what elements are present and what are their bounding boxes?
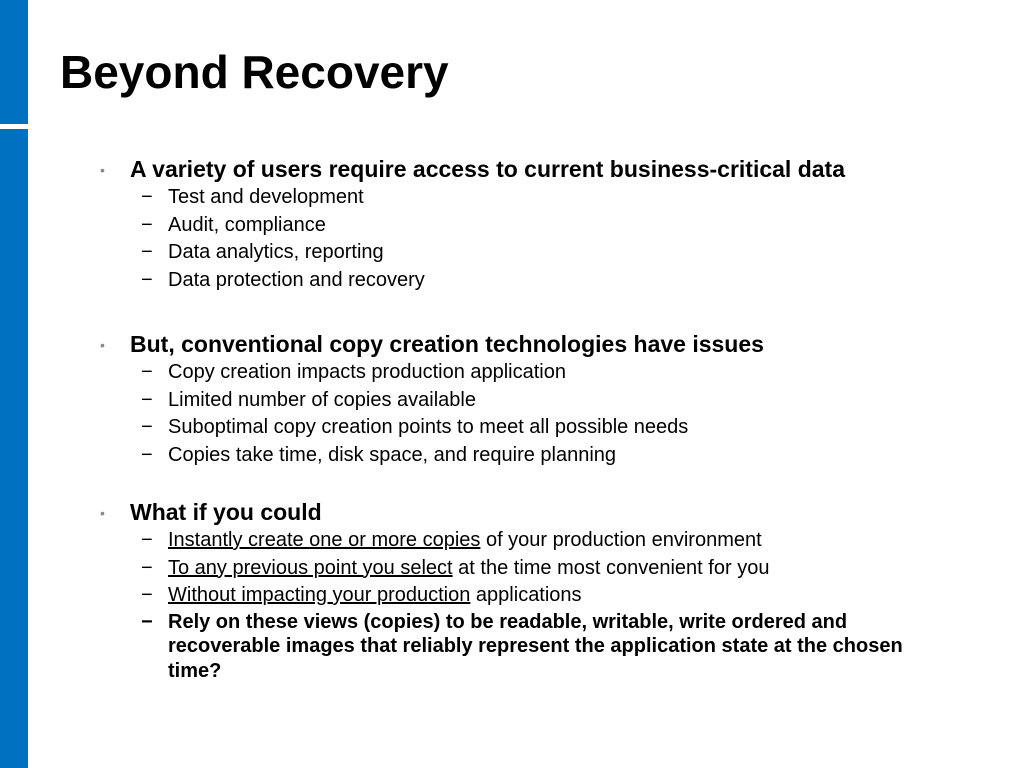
sub-item <box>130 582 960 610</box>
dash-marker: − <box>141 213 153 236</box>
sub-item <box>130 442 960 470</box>
bullet-text: But, conventional copy creation technologies have issues <box>130 331 764 357</box>
sub-item-underlined-text: Without impacting your production <box>168 584 471 606</box>
sub-item-underlined-text: Instantly create one or more copies <box>168 529 481 551</box>
bullet-group-users <box>100 154 960 294</box>
sub-item <box>130 414 960 442</box>
bullet-marker: • <box>100 505 105 521</box>
sub-list <box>130 184 960 294</box>
sub-item-text: Suboptimal copy creation points to meet all possible needs <box>168 416 689 438</box>
sub-item-text: Audit, compliance <box>168 213 326 236</box>
sub-item <box>130 239 960 267</box>
sub-item-text: Data analytics, reporting <box>168 241 384 263</box>
bullet-group-what-if <box>100 497 960 683</box>
dash-marker: − <box>141 388 153 411</box>
dash-marker: − <box>141 186 153 208</box>
sub-item <box>130 527 960 555</box>
sub-item-text: Limited number of copies available <box>168 388 476 411</box>
sub-item-text: Copies take time, disk space, and require planning <box>168 443 617 466</box>
bullet-text: A variety of users require access to current business-critical data <box>130 156 845 182</box>
dash-marker: − <box>141 268 153 291</box>
sub-item <box>130 555 960 583</box>
dash-marker: − <box>141 241 153 263</box>
sub-item <box>130 267 960 295</box>
dash-marker: − <box>141 443 153 466</box>
sub-list <box>130 359 960 469</box>
accent-bar-bottom <box>0 129 28 768</box>
sub-item <box>130 387 960 415</box>
sub-item-text: Data protection and recovery <box>168 268 425 291</box>
sub-item-text: Test and development <box>168 186 364 208</box>
bullet-text: What if you could <box>130 499 322 525</box>
sub-item <box>130 359 960 387</box>
sub-item-underlined-text: To any previous point you select <box>168 556 453 579</box>
bullet-marker: • <box>100 162 105 178</box>
dash-marker: − <box>141 416 153 438</box>
dash-marker: − <box>141 361 153 383</box>
sub-item-text: applications <box>470 584 582 606</box>
dash-marker: − <box>141 584 153 606</box>
accent-bar-top <box>0 0 28 124</box>
sub-item-emphasis <box>130 610 960 684</box>
sub-item <box>130 212 960 240</box>
slide-content <box>100 154 960 683</box>
sub-item-text: at the time most convenient for you <box>452 556 770 579</box>
sub-item-text: of your production environment <box>480 529 762 551</box>
bullet-group-issues <box>100 329 960 469</box>
dash-marker: − <box>141 556 153 579</box>
sub-item-text: Copy creation impacts production application <box>168 361 566 383</box>
dash-marker: − <box>141 529 153 551</box>
sub-item-text: Rely on these views (copies) to be readable, writable, write ordered and recoverable images that reliably represent the application state at the chosen time? <box>168 610 903 682</box>
slide-title: Beyond Recovery <box>60 46 449 98</box>
bullet-marker: • <box>100 337 105 353</box>
sub-item <box>130 184 960 212</box>
sub-list <box>130 527 960 683</box>
dash-marker: − <box>141 610 153 633</box>
